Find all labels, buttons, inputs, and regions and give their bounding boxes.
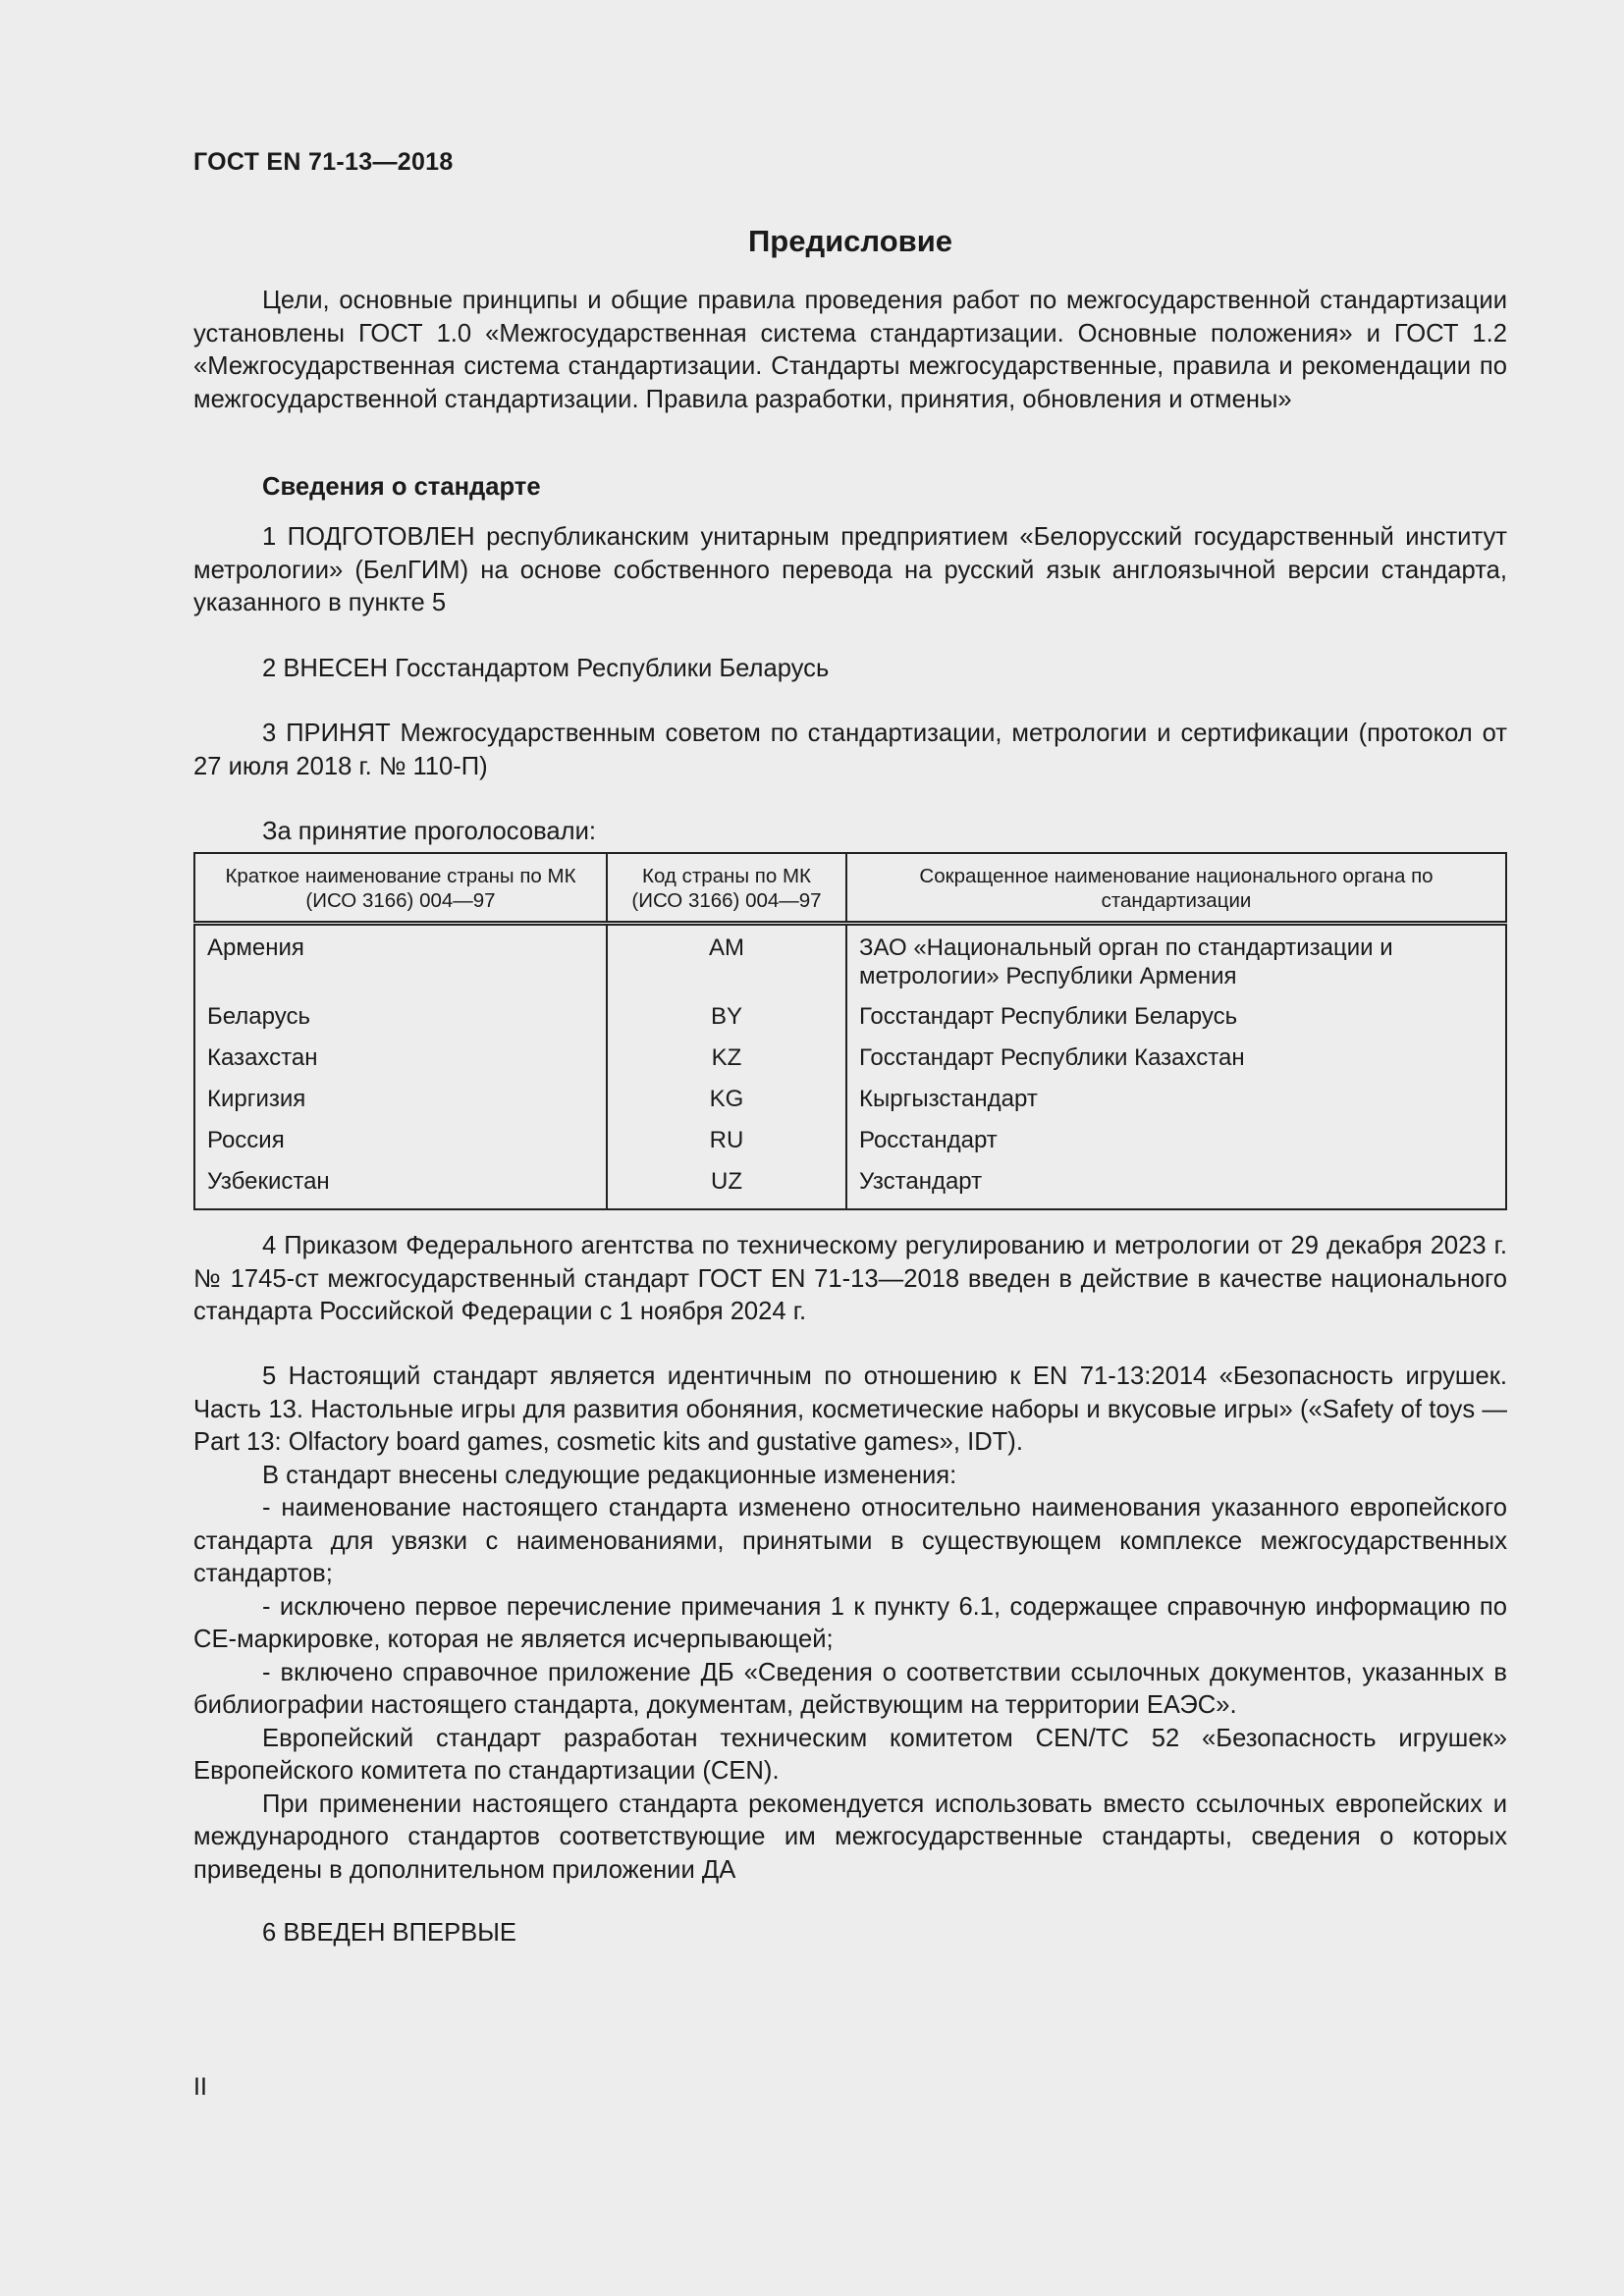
- cell-country: Киргизия: [194, 1085, 607, 1126]
- cell-country: Узбекистан: [194, 1167, 607, 1209]
- info-heading: Сведения о стандарте: [262, 473, 541, 501]
- item2-block: [193, 653, 1507, 686]
- table-row: [194, 1167, 1506, 1209]
- item5-developer: Европейский стандарт разработан техническим комитетом CEN/TC 52 «Безопасность игрушек» Европейского комитета по стандартизации (CEN).: [193, 1724, 1507, 1785]
- item1-block: [193, 521, 1507, 620]
- cell-country: Россия: [194, 1126, 607, 1167]
- cell-body: ЗАО «Национальный орган по стандартизации и метрологии» Республики Армения: [846, 924, 1506, 1003]
- table-row: [194, 1002, 1506, 1043]
- cell-body: Росстандарт: [846, 1126, 1506, 1167]
- item6-block: [193, 1917, 1507, 1950]
- cell-body: Кыргызстандарт: [846, 1085, 1506, 1126]
- vote-label: За принятие проголосовали:: [262, 818, 596, 845]
- cell-body: Госстандарт Республики Казахстан: [846, 1043, 1506, 1085]
- table-row: [194, 1126, 1506, 1167]
- item4-block: [193, 1230, 1507, 1329]
- item3-paragraph: 3 ПРИНЯТ Межгосударственным советом по стандартизации, метрологии и сертификации (протокол от 27 июля 2018 г. № 110-П): [193, 720, 1507, 780]
- vote-label-block: [193, 816, 1507, 849]
- intro-section: [193, 285, 1507, 416]
- info-heading-block: [193, 471, 1507, 505]
- item5-changes-intro: В стандарт внесены следующие редакционные изменения:: [262, 1461, 957, 1489]
- item5-recommendation: При применении настоящего стандарта рекомендуется использовать вместо ссылочных европейских и международного стандартов соответствующие им межгосударственные стандарты, сведения о которых приведены в дополнительном приложении ДА: [193, 1789, 1507, 1884]
- intro-paragraph: Цели, основные принципы и общие правила проведения работ по межгосударственной стандартизации установлены ГОСТ 1.0 «Межгосударственная система стандартизации. Основные положения» и ГОСТ 1.2 «Межгосударственная система стандартизации. Стандарты межгосударственные, правила и рекомендации по межгосударственной стандартизации. Правила разработки, принятия, обновления и отмены»: [193, 287, 1507, 413]
- cell-code: KG: [607, 1085, 846, 1126]
- cell-code: UZ: [607, 1167, 846, 1209]
- table-header-row: [194, 853, 1506, 924]
- item5-main: 5 Настоящий стандарт является идентичным по отношению к EN 71-13:2014 «Безопасность игрушек. Часть 13. Настольные игры для развития обоняния, косметические наборы и вкусовые игры» («Safety of toys — Part 13: Olfactory board games, cosmetic kits and gustative games», IDT).: [193, 1362, 1507, 1456]
- cell-country: Беларусь: [194, 1002, 607, 1043]
- header-code: Код страны по МК (ИСО 3166) 004—97: [607, 853, 846, 924]
- cell-country: Армения: [194, 924, 607, 1003]
- cell-code: KZ: [607, 1043, 846, 1085]
- item6-paragraph: 6 ВВЕДЕН ВПЕРВЫЕ: [262, 1919, 516, 1947]
- document-header: ГОСТ EN 71-13—2018: [193, 148, 454, 176]
- item5-block: [193, 1361, 1507, 1887]
- page-title: Предисловие: [747, 224, 952, 258]
- cell-body: Госстандарт Республики Беларусь: [846, 1002, 1506, 1043]
- header-country: Краткое наименование страны по МК (ИСО 3166) 004—97: [194, 853, 607, 924]
- item4-paragraph: 4 Приказом Федерального агентства по техническому регулированию и метрологии от 29 декабря 2023 г. № 1745-ст межгосударственный стандарт ГОСТ EN 71-13—2018 введен в действие в качестве национального стандарта Российской Федерации с 1 ноября 2024 г.: [193, 1232, 1507, 1325]
- item5-change1: - наименование настоящего стандарта изменено относительно наименования указанного европейского стандарта для увязки с наименованиями, принятыми в существующем комплексе межгосударственных стандартов;: [193, 1494, 1507, 1587]
- header-body: Сокращенное наименование национального органа по стандартизации: [846, 853, 1506, 924]
- item3-block: [193, 718, 1507, 783]
- cell-code: AM: [607, 924, 846, 1003]
- table-row: [194, 1085, 1506, 1126]
- item5-change2: - исключено первое перечисление примечания 1 к пункту 6.1, содержащее справочную информацию по CE-маркировке, которая не является исчерпывающей;: [193, 1592, 1507, 1653]
- cell-code: RU: [607, 1126, 846, 1167]
- table-row: [194, 924, 1506, 1003]
- cell-code: BY: [607, 1002, 846, 1043]
- voting-table: [193, 852, 1507, 1210]
- item2-paragraph: 2 ВНЕСЕН Госстандартом Республики Беларусь: [262, 655, 830, 682]
- cell-body: Узстандарт: [846, 1167, 1506, 1209]
- table-row: [194, 1043, 1506, 1085]
- cell-country: Казахстан: [194, 1043, 607, 1085]
- item1-paragraph: 1 ПОДГОТОВЛЕН республиканским унитарным предприятием «Белорусский государственный институт метрологии» (БелГИМ) на основе собственного перевода на русский язык англоязычной версии стандарта, указанного в пункте 5: [193, 523, 1507, 616]
- item5-change3: - включено справочное приложение ДБ «Сведения о соответствии ссылочных документов, указанных в библиографии настоящего стандарта, документам, действующим на территории ЕАЭС».: [193, 1658, 1507, 1719]
- page-number: II: [193, 2073, 207, 2101]
